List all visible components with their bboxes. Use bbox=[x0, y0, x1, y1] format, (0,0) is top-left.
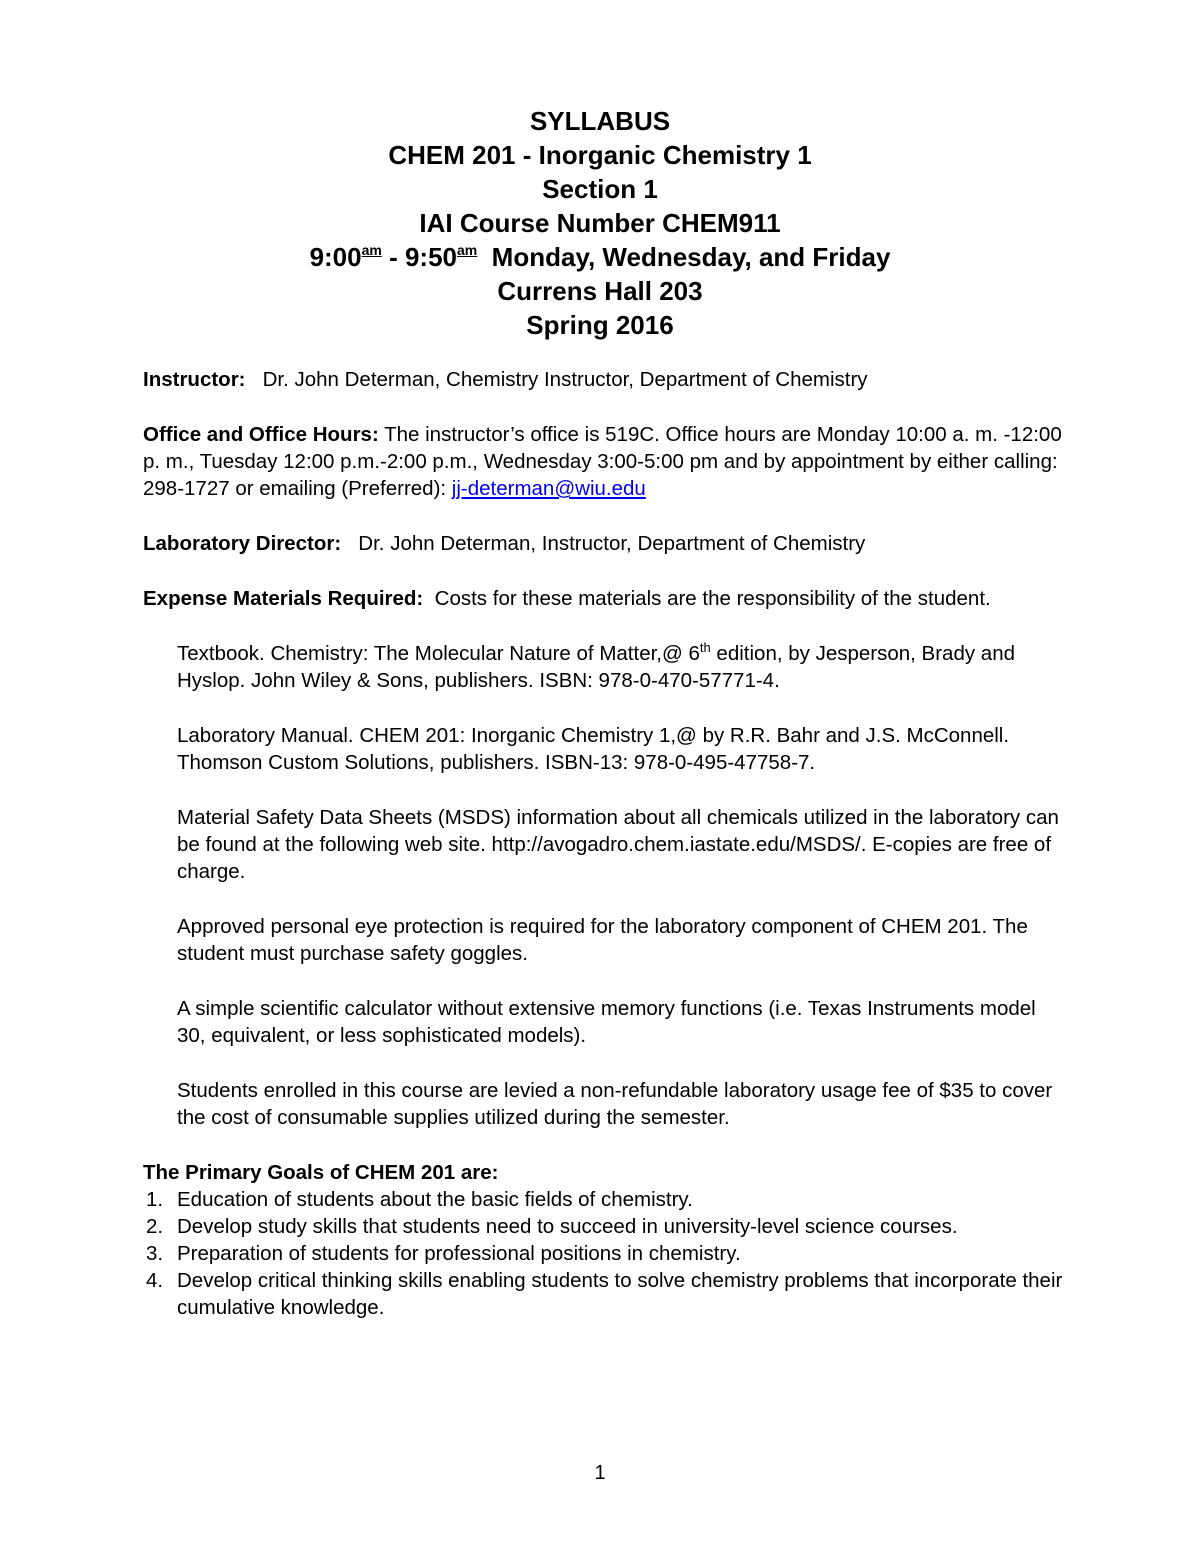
goal-item bbox=[143, 1267, 1063, 1321]
syllabus-header bbox=[0, 104, 1200, 342]
start-time: 9:00 bbox=[309, 242, 362, 272]
start-time-suffix: am bbox=[361, 242, 382, 258]
lab-director-text: Dr. John Determan, Instructor, Department of Chemistry bbox=[341, 532, 866, 555]
goal-number: 2. bbox=[146, 1215, 164, 1238]
class-location: Currens Hall 203 bbox=[497, 276, 703, 306]
lab-director-label: Laboratory Director: bbox=[143, 532, 342, 555]
lab-manual-item: Laboratory Manual. CHEM 201: Inorganic Chemistry 1,@ by R.R. Bahr and J.S. McConnell. Thomson Custom Solutions, publishers. ISBN-13: 978-0-495-47758-7. bbox=[177, 724, 1010, 774]
instructor-label: Instructor: bbox=[143, 368, 246, 391]
instructor-info bbox=[143, 366, 1063, 393]
goal-text: Education of students about the basic fields of chemistry. bbox=[177, 1188, 693, 1211]
instructor-text: Dr. John Determan, Chemistry Instructor, Department of Chemistry bbox=[245, 368, 868, 391]
office-label: Office and Office Hours: bbox=[143, 423, 379, 446]
office-hours-info bbox=[143, 421, 1063, 502]
goal-text: Develop study skills that students need to succeed in university-level science courses. bbox=[177, 1215, 958, 1238]
expense-label: Expense Materials Required: bbox=[143, 587, 424, 610]
page-number: 1 bbox=[594, 1462, 606, 1484]
goal-item bbox=[143, 1213, 1063, 1240]
document-title: SYLLABUS bbox=[529, 106, 671, 136]
expense-materials-intro bbox=[143, 585, 1063, 612]
goal-item bbox=[143, 1240, 1063, 1267]
goal-number: 1. bbox=[146, 1188, 164, 1211]
textbook-text: Textbook. Chemistry: The Molecular Nature of Matter,@ 6 bbox=[177, 642, 700, 665]
end-time: 9:50 bbox=[404, 242, 457, 272]
goal-number: 3. bbox=[146, 1242, 164, 1265]
lab-fee-item: Students enrolled in this course are levied a non-refundable laboratory usage fee of $35 to cover the cost of consumable supplies utilized during the semester. bbox=[177, 1079, 1053, 1129]
goals-list bbox=[143, 1186, 1063, 1321]
syllabus-body bbox=[143, 366, 1063, 1321]
iai-course-number: IAI Course Number CHEM911 bbox=[419, 208, 781, 238]
eye-protection-item: Approved personal eye protection is required for the laboratory component of CHEM 201. The student must purchase safety goggles. bbox=[177, 915, 1028, 965]
goal-number: 4. bbox=[146, 1269, 164, 1292]
instructor-email-link[interactable]: jj-determan@wiu.edu bbox=[451, 477, 646, 500]
goal-item bbox=[143, 1186, 1063, 1213]
textbook-item bbox=[177, 640, 1063, 694]
office-text: The instructor’s office is 519C. Office hours are Monday 10:00 a. m. -12:00 p. m., Tuesday 12:00 p.m.-2:00 p.m., Wednesday 3:00-5:00 pm and by appointment by either calling: 298-1727 or emailing (Preferred): bbox=[143, 423, 1062, 500]
msds-item: Material Safety Data Sheets (MSDS) information about all chemicals utilized in the laboratory can be found at the following web site. http://avogadro.chem.iastate.edu/MSDS/. E-copies are free of charge. bbox=[177, 806, 1059, 883]
course-name: CHEM 201 - Inorganic Chemistry 1 bbox=[388, 140, 812, 170]
goals-heading: The Primary Goals of CHEM 201 are: bbox=[143, 1161, 499, 1184]
goal-text: Develop critical thinking skills enabling students to solve chemistry problems that incorporate their cumulative knowledge. bbox=[177, 1269, 1063, 1319]
term: Spring 2016 bbox=[526, 310, 674, 340]
goal-text: Preparation of students for professional positions in chemistry. bbox=[177, 1242, 741, 1265]
meeting-days: Monday, Wednesday, and Friday bbox=[477, 242, 891, 272]
textbook-text-rest: edition, by Jesperson, Brady and Hyslop. John Wiley & Sons, publishers. ISBN: 978-0-470-57771-4. bbox=[177, 642, 1016, 692]
end-time-suffix: am bbox=[457, 242, 478, 258]
calculator-item: A simple scientific calculator without extensive memory functions (i.e. Texas Instruments model 30, equivalent, or less sophisticated models). bbox=[177, 997, 1036, 1047]
time-separator: - bbox=[381, 242, 405, 272]
textbook-edition-suffix: th bbox=[699, 640, 711, 655]
lab-director-info bbox=[143, 530, 1063, 557]
section-number: Section 1 bbox=[542, 174, 658, 204]
class-schedule bbox=[0, 240, 1200, 274]
expense-text: Costs for these materials are the responsibility of the student. bbox=[423, 587, 991, 610]
